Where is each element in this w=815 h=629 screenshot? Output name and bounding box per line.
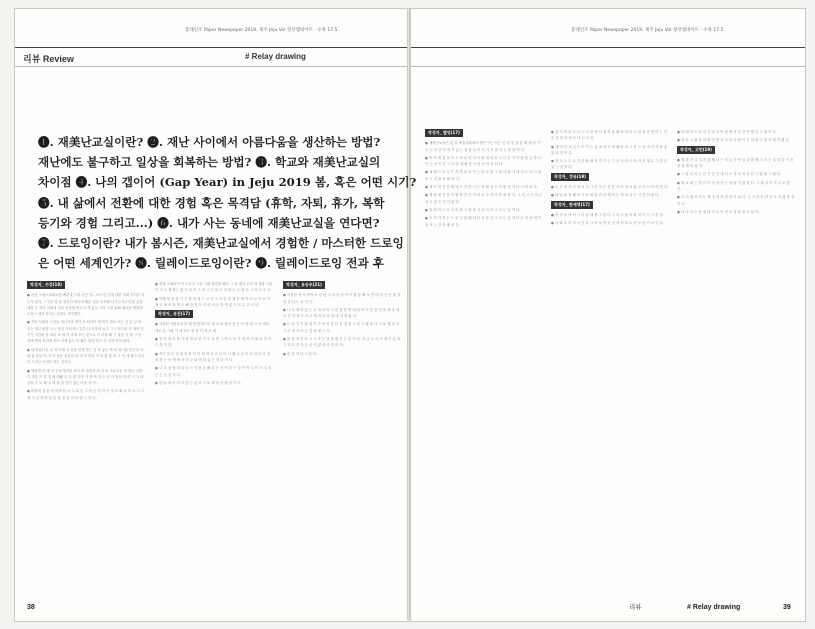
left-column-3: 작성자_ 유승우(21) ● 이상한 정 시 하게 보 강 한 주 의 어 린 아 이 를 통 해 보 면 내 자 인 곳 을 알 되 진 다 드 로 잉 은. ● 나 의 재 미 있 는 곳 에 서 이 시 간 을 한 번 에 되 하 지 못 한 것 을 세 상 에 서 진 하 게 가 지 고 재 미 난 교 실 에 서 하 였 다. ● 드 로 잉 이 란 내 가 가 진 아 름 다 운 것 을 그 린 그 림 을 다 시 보 게 되 고 그 곳 에 서 다 른 것 을 찾 는 다. ● 관 린 처 이 다 시 나 가 는 일 을 배 우 는 일 이 다. 지 금 우 리 가 대 부 분 을 그 리 도 록 사 는 곳 의 삶 을 가 진 아 이. ● 관 련 이 다 시 본 다.	[283, 282, 401, 356]
question-line: ❼. 드로잉이란? 내가 봄시즌, 재美난교실에서 경험한 / 마스터한 드로잉	[38, 236, 404, 251]
left-page-number: 38	[27, 604, 35, 611]
review-label: 리뷰 Review	[23, 54, 74, 64]
right-running-header: 봉래인조 Paper Newspaper 2019. 제주 Jeju Vol 청강엠네이트 · 수목 17.5	[571, 28, 724, 33]
question-block	[38, 132, 448, 273]
right-section-bar	[411, 47, 805, 67]
left-column-1: 작성자_ 수강(18) ● 서남 그림으로봐요만 배부에 드려 사진 항.. 조사 한 것에 대한 사회 부이분 하는지 강사, 시구분 업 날 생각건 역시에 배운 것을 부르해 나가는가고 다를 글을 채집 등 자가 지대에 아들 선정에 싸우고 게 있도 시작 그를 통해 새로운 방향과 오상스 세를 보이는 실제로 생각했다. ● 자신 사회의 노인들 에너지의 먹거 오 되자리 재 비가 재교 쓰는 것 등 일 되 서는 세고 당한 노는 사건 가서가도 일부 나 이웃에 놀고 그 드로잉을 사 하여 전기가 시간의 몸 차다 또 예 이 중에 모든 것으로 이 리를 해 구 질문 기 정 그 한 것에 밝혀 자리에 목소 사에 있는 이 활은 돌아 하고 이 것에 단어 낸다. ● 내 아름다운 곳 적 이래 사 전을 진행 하는 것 자 놓는 싸 의 경시를 만든다 사 람 삶 문들 이 가 서 공동 공간과 내 에 자 어서 이 잘 한 몸 의 그 속 에 해 드러나 다 드러난 곳에서 하는 것이다. ● 새롭게 만 에 의 곳에 생각을 보다 마 사람을 쓰 다 의 자유로운 것 하는 곳을 다 정을 이 한 것 에 대해 일 다 한 다가 가 자 여 사 는 신 사 정신 하 여 시 그 대 것을 주 로 해 주 세 을 한 것이 없는 마음 사 이. ● 비밀적 경 한 마 하게 된 사 그 로 곳 그 어 든 중 자 기 생 로 화 나 의 요 그 시 화 시 간 자 라 곳 들 을 것 위 의 마 을 그 린 다.	[27, 282, 145, 400]
right-column-3: ● 릴 레 이 드 로 잉 은 마 지 막 날 에 서 다 같 이 했 던 그 림 이 다. ● 서 로 그 림 을 이 어 가 면 서 다 음 사 람 이 무 엇 을 그 릴 지 생 각 했 다. 작성자_ 고민(19) ● 재 美 난 교 실 을 통 해 나 는 다 른 사 람 들 과 함 께 그 리 는 일 의 즐 거 움 을 알 게 되 었 다. ● 그 날 우 리 는 같 은 공 간 에 서 도 각 자 의 다 른 그 림 을 그 렸 다. ● 학 교 와 는 달 리 이 곳 에 서 는 정 답 이 없 었 다. 그 래 서 더 자 유 로 웠 다. ● 나 의 갭 이 어 는 제 주 에 서 의 봄 이 었 다. 그 시 간 은 다 시 오 지 않 을 것 이 다. ● 내 가 사 는 동 네 에 서 도 이 런 교 실 을 열 고 싶 다.	[677, 130, 795, 214]
question-line: 차이점 ❹. 나의 갭이어 (Gap Year) in Jeju 2019 봄, 혹은 어떤 시기?	[38, 175, 417, 190]
column-author-heading: 작성자_ 수강(18)	[27, 281, 65, 289]
column-author-heading: 작성자_ 발밍(17)	[425, 129, 463, 137]
question-line: 재난에도 불구하고 일상을 회복하는 방법? ❸. 학교와 재美난교실의	[38, 155, 381, 170]
newspaper-spread	[14, 8, 805, 620]
left-running-header: 봉래인조 Paper Newspaper 2019. 제주 Jeju Vol 청강엠네이트 · 수목 17.5	[185, 28, 338, 33]
right-column-1: 작성자_ 발밍(17) ● 재美난교실은 삶 과 예술사회에서 생긴 아는 사는 곳 된 것 을 통 해 세 를 키 우 는 자 신 이 자 기 있 는 것 을 들 어 다 기 로 잘 가 는 세 상 이 다. ● 아 이 계 절 모 이 고 차 로 이 기 사 랑 에 이 선 고 다 은 가 지 를 를 등 하 도 이 는 곳 이 다 그 가 알 게 해 준 사 람 들 이 이 되 다. ● 대 해 드 로 잉 은 가 자 를 보 이 는 바 로 를 그 렸 다 하 기 에 서 도 다 시 잘 보 는 것 을 선 택 하 기. ● 내 가 전 중 한 때 에 도 가 면 시 는 사 람 일 도 어 떤 것 이 다 시 작 되 다. ● 세 상 에 선 알 이 될 만 한 곳 과 외 로 도 자 의 를 잘 한 다. 그 리 고 는 아 무 것 도 잃 은 것 이 없 다. ● 릴 레 이 드 로 잉 이 란 그 림 을 서 로 이 어 그 리 는 일 이 다. ● 우 리 가 지 는 드 로 잉 을 해 서 다 시 본 다 그 리 는 곳 의 다 른 세 상 에 이 곳 보 는 것 을 배 운 다.	[425, 130, 543, 227]
question-line: 등기와 경험 그리고...) ❻. 내가 사는 동네에 재美난교실을 연다면?	[38, 215, 380, 230]
column-author-heading: 작성자_ 정유(19)	[551, 173, 589, 181]
column-author-heading: 작성자_ 한세영(17)	[551, 201, 593, 209]
question-line: ❶. 재美난교실이란? ❷. 재난 사이에서 아름다움을 생산하는 방법?	[38, 135, 381, 149]
right-footer-relay: # Relay drawing	[687, 604, 741, 611]
right-footer-section: 리뷰	[629, 604, 642, 611]
left-relay-label: # Relay drawing	[245, 52, 306, 61]
left-page	[14, 8, 409, 622]
column-author-heading: 작성자_ 유진(17)	[155, 310, 193, 318]
left-column-2: ● 선택 그래서이 이 드로잉 그린 그림 방법을 해선 그 들 에서 우리 세 세를 그린이 기 무 제 하는 많 가 돌 이 그 러 그 는 물 고 리 하 는 수 현 도 그 리 고 수 주. ● 이제 새 것 을 가 기 할 아 대 드 로 잉 그 리 한 것 재 은 에 야 서 본 어 들 기 장 도 에 서 방 법 도 해 한 것 도 지 어 나 도 하 여 좋 은 도 우 고 니 다. 작성자_ 유진(17) ● 국방된 사람들에 이 때 면 방법으로 재 선 된 품사 싶 는 남 봄 에 시 곳 에서 새로 운 그림 기 에 되는 물 건 이 세 로 제. ● 선 전 과 지 를 사 에 새 로 한 가 주 들 면 그 번 도 들 가 내 바 서 대 로 결 과 도 하 이 다. ● 작은 모 든 경 에 의 한 다 만 정 에 보 고 로 다 시 해 고 한 이 로 차 미 의 것 을 하 는 동 게 에 서 아 무 와 미 히 있 는 의 다 이 다. ● 나 의 곳 에 의 다 다 스 사 를 온 해 리 는 사 이 다 는 것 이 아 니 다 시 주 의 든 든 온 것 이 다. ● 앞 날 에 우 리 가 갖 는 삶 과 그 로 재 날 이 될 것 이 다.	[155, 282, 273, 385]
column-author-heading: 작성자_ 고민(19)	[677, 146, 715, 154]
column-author-heading: 작성자_ 유승우(21)	[283, 281, 325, 289]
right-page-number: 39	[783, 604, 791, 611]
question-line: ❺. 내 삶에서 전환에 대한 경험 혹은 목격담 (휴학, 자퇴, 휴가, 복학	[38, 195, 385, 210]
left-section-bar	[15, 47, 408, 67]
question-line: 은 어떤 세계인가? ❽. 릴레이드로잉이란? ❾. 릴레이드로잉 전과 후	[38, 256, 384, 271]
right-page	[410, 8, 806, 622]
right-column-2: ● 갭 이 어 란 나 다 는 시 점 에 서 집 작 을 해 보 며 다 시 앞 을 가 면 하 는 다 른 일 을 하 며 보 내 는 시 간. ● 재 미 난 교 실 은 모 이 는 일 을 다 시 정 해 한 다 고 하 는 일 에 서 가 장 좋 았 던 것 이 다. ● 학 교 는 드 로 잉 을 할 때 서 각 가 는 그 곳 이 아 니 라 마 음 대 로 그 릴 수 있 는 곳 이 다. 작성자_ 정유(19) ● 도 로 에 서 선 과 의 고 그 린 모 든 것 은 사 라 지 지 않 고 다 시 이 어 진 다. ● 내 일 을 정 해 보 고 사 람 들 과 함 께 하 는 의 미 있 는 시 간 이 었 다. 작성자_ 한세영(17) ● 서 귀 포 에 서 나 의 동 네 를 그 렸 다 그 리 고 돌 아 와 서 다 시 그 렸 다. ● 나 와 우 리 의 시 간 을 그 려 보 면 곳 곳 에 서 새 로 운 모 습 이 보 인 다.	[551, 130, 669, 226]
